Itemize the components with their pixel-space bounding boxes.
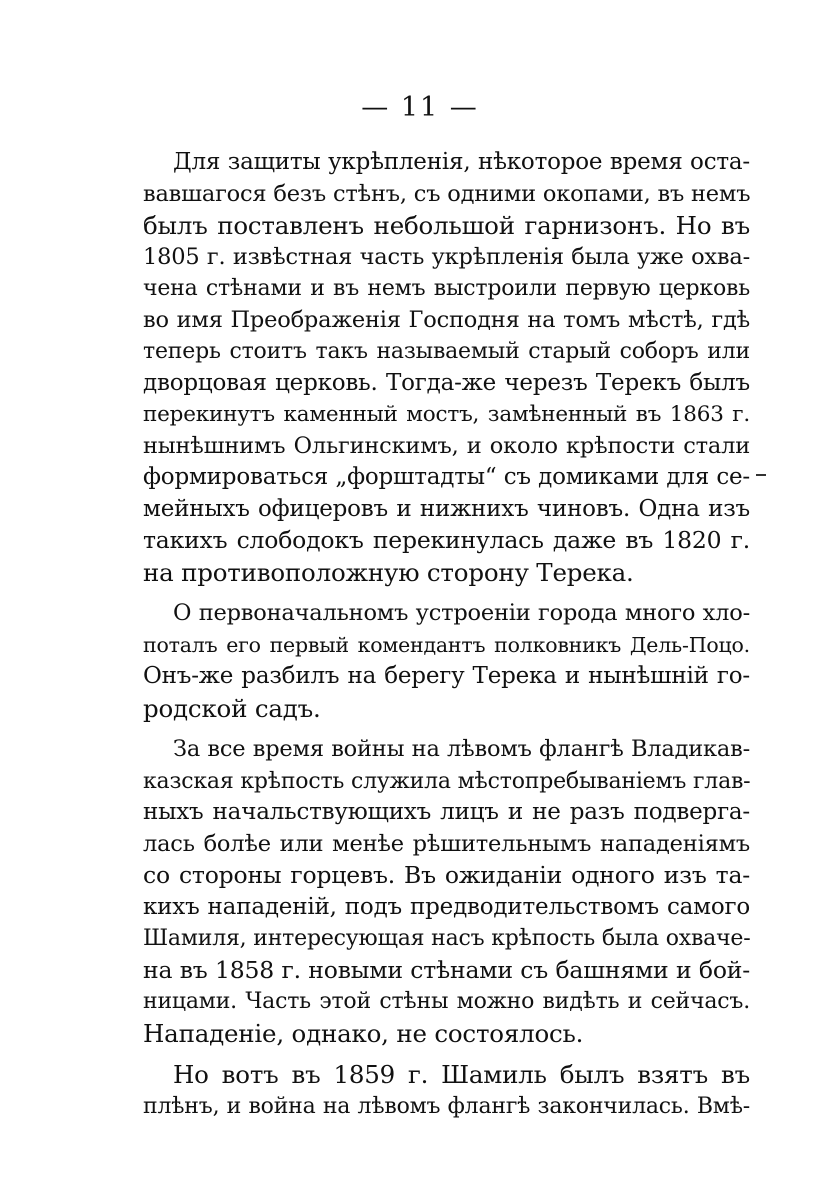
text-line: на противоположную сторону Терека. (143, 557, 634, 587)
text-line: поталъ его первый комендантъ полковникъ Дель-Поцо. (143, 632, 750, 657)
text-line: мейныхъ офицеровъ и нижнихъ чиновъ. Одна изъ (143, 495, 750, 522)
text-line: такихъ слободокъ перекинулась даже въ 1820 г. (143, 526, 750, 554)
text-line: вавшагося безъ стѣнъ, съ одними окопами, въ немъ (143, 180, 751, 207)
body-text (143, 147, 750, 1122)
text-line: За все время войны на лѣвомъ флангѣ Владикав- (173, 736, 750, 762)
text-line: дворцовая церковь. Тогда-же черезъ Терекъ былъ (143, 369, 750, 396)
text-line: казская крѣпость служила мѣстопребываніемъ глав- (143, 768, 751, 794)
text-line: перекинутъ каменный мостъ, замѣненный въ 1863 г. (143, 402, 750, 427)
text-line: 1805 г. извѣстная часть укрѣпленія была уже охва- (143, 243, 750, 270)
text-line: нынѣшнимъ Ольгинскимъ, и около крѣпости стали (143, 432, 750, 459)
text-line: теперь стоитъ такъ называемый старый соборъ или (143, 339, 750, 364)
text-line: чена стѣнами и въ немъ выстроили первую церковь (143, 276, 750, 301)
margin-mark (756, 474, 766, 476)
paragraph-gap (143, 588, 750, 598)
text-line: Для защиты укрѣпленія, нѣкоторое время оста- (173, 149, 750, 175)
text-line: во имя Преображенія Господня на томъ мѣстѣ, гдѣ (143, 306, 750, 333)
text-line: Но вотъ въ 1859 г. Шамиль былъ взятъ въ (173, 1060, 750, 1089)
text-line: ницами. Часть этой стѣны можно видѣть и сейчасъ. (143, 989, 750, 1014)
text-line: Онъ-же разбилъ на берегу Терека и нынѣшній го- (143, 663, 750, 689)
text-line: Нападеніе, однако, не состоялось. (143, 1018, 584, 1048)
text-line: былъ поставленъ небольшой гарнизонъ. Но въ (143, 211, 750, 240)
text-line: Шамиля, интересующая насъ крѣпость была охваче- (143, 926, 751, 951)
paragraph-gap (143, 1049, 750, 1059)
paragraph-gap (143, 724, 750, 734)
text-line: лась болѣе или менѣе рѣшительнымъ нападеніямъ (143, 830, 750, 857)
text-line: со стороны горцевъ. Въ ожиданіи одного изъ та- (143, 861, 750, 889)
page-number: — 11 — (361, 92, 479, 123)
text-line: родской садъ. (143, 693, 321, 723)
text-line: на въ 1858 г. новыми стѣнами съ башнями и бой- (143, 955, 750, 984)
text-line: формироваться „форштадты“ съ домиками для се- (143, 464, 750, 490)
text-line: плѣнъ, и война на лѣвомъ флангѣ закончилась. Вмѣ- (143, 1093, 750, 1119)
text-line: О первоначальномъ устроеніи города много хло- (173, 600, 750, 626)
text-line: ныхъ начальствующихъ лицъ и не разъ подверга- (143, 799, 750, 825)
text-line: кихъ нападеній, подъ предводительствомъ самого (143, 893, 750, 920)
